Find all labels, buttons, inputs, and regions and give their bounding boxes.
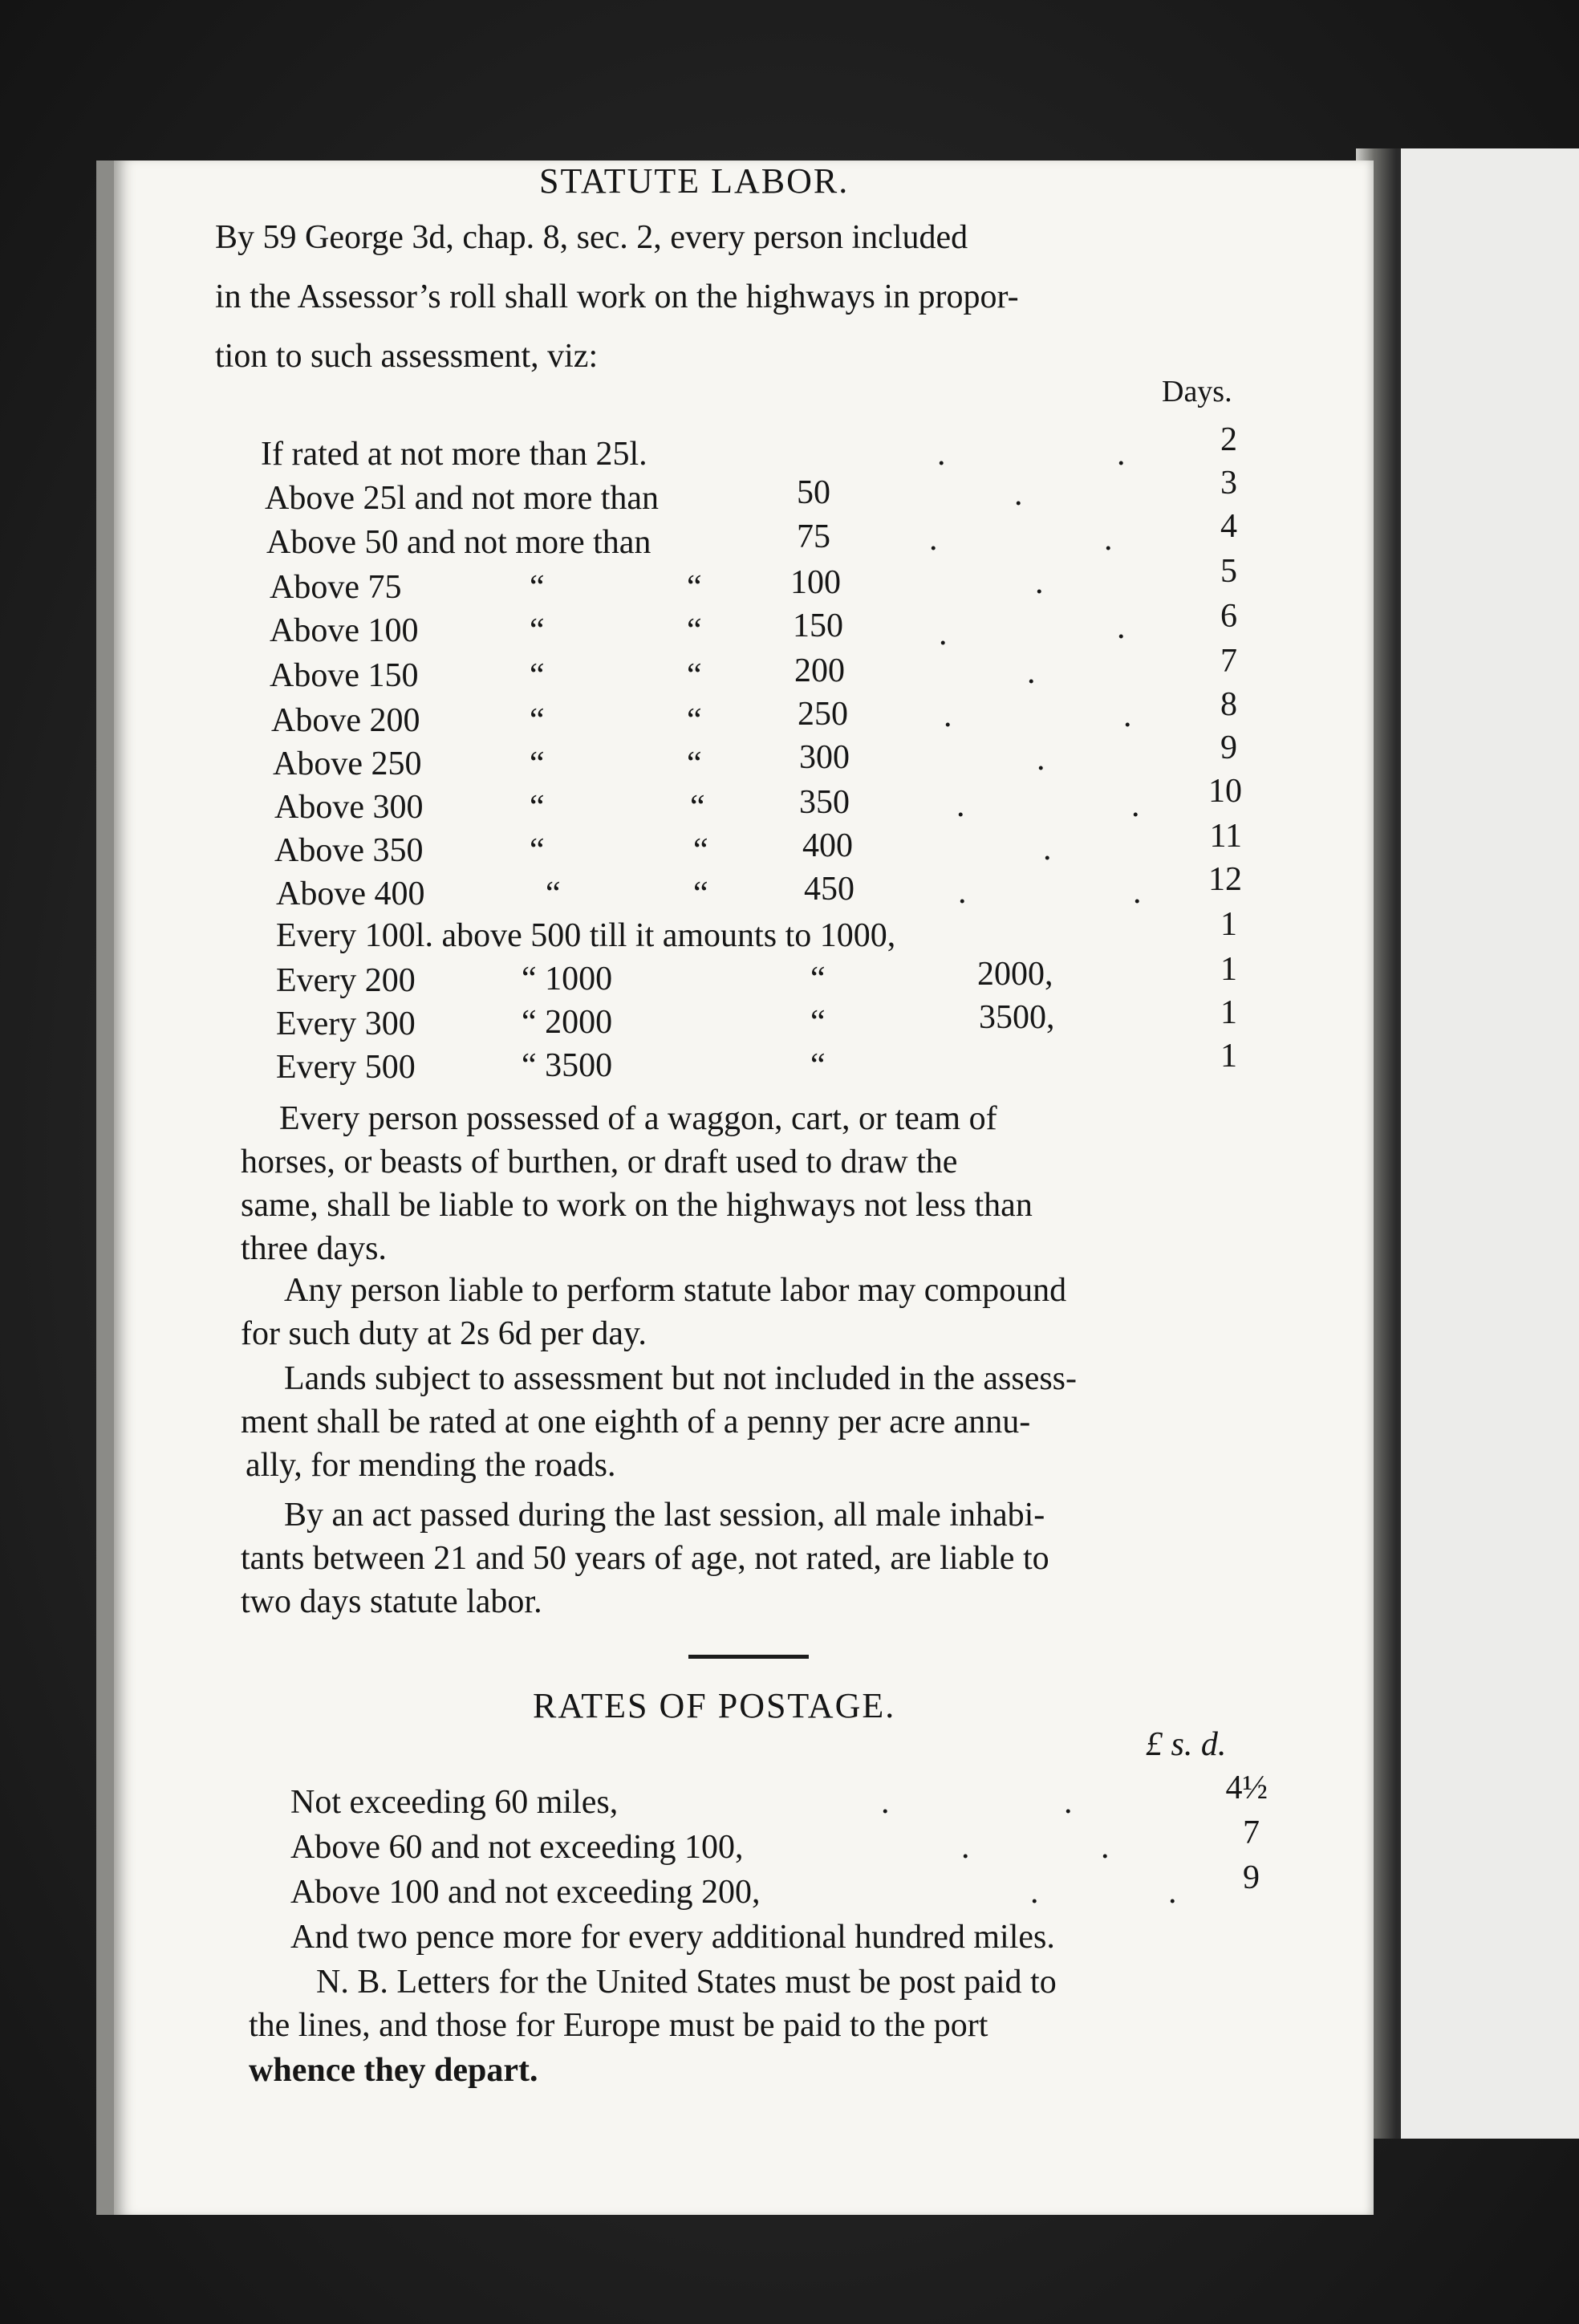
ditto-mark: “	[530, 702, 545, 739]
row-days: 8	[1220, 686, 1237, 723]
row-amount: 250	[798, 696, 848, 733]
row-amount: 350	[799, 784, 850, 821]
ditto-mark: “	[693, 876, 708, 912]
para2-line-2: for such duty at 2s 6d per day.	[241, 1315, 647, 1352]
postage-row-label: Above 100 and not exceeding 200,	[290, 1874, 761, 1911]
ditto-mark: “	[687, 612, 702, 649]
ditto-mark: “	[546, 876, 561, 912]
leader-dot: .	[944, 697, 952, 734]
row-label: If rated at not more than 25l.	[261, 436, 647, 473]
row-label: Above 300	[274, 789, 424, 826]
leader-dot: .	[1043, 831, 1052, 867]
row-days: 4	[1220, 508, 1237, 545]
days-header: Days.	[1162, 375, 1232, 408]
row-days: 1	[1220, 1038, 1237, 1075]
leader-dot: .	[1037, 741, 1045, 778]
row-amount: 75	[797, 518, 830, 555]
para3-line-3: ally, for mending the roads.	[246, 1447, 616, 1484]
row-label: Above 25l and not more than	[265, 480, 660, 517]
postage-extra: And two pence more for every additional hundred miles.	[290, 1919, 1055, 1956]
ditto-mark: “	[810, 1004, 826, 1041]
intro-line-1: By 59 George 3d, chap. 8, sec. 2, every person included	[215, 219, 968, 256]
leader-dot: .	[1117, 609, 1126, 646]
leader-dot: .	[1014, 476, 1023, 513]
row-days: 1	[1220, 951, 1237, 988]
para1-line-4: three days.	[241, 1230, 387, 1267]
row-amount: 450	[804, 871, 854, 908]
nb-line-3: whence they depart.	[249, 2052, 538, 2089]
ditto-mark: “	[530, 569, 545, 606]
ditto-mark: “	[810, 1047, 826, 1084]
row-days: 11	[1209, 818, 1242, 855]
leader-dot: .	[929, 521, 938, 558]
row-days: 1	[1220, 906, 1237, 943]
row-label: Above 100	[270, 612, 419, 649]
para1-line-1: Every person possessed of a waggon, cart, or team of	[279, 1100, 997, 1137]
ditto-mark: “	[687, 657, 702, 694]
postage-row-label: Not exceeding 60 miles,	[290, 1784, 619, 1821]
leader-dot: .	[1131, 787, 1140, 824]
leader-dot: .	[1168, 1874, 1177, 1911]
row-days: 1	[1220, 994, 1237, 1031]
ditto-mark: “ 1000	[522, 961, 613, 997]
para4-line-2: tants between 21 and 50 years of age, not rated, are liable to	[241, 1540, 1049, 1577]
para3-line-2: ment shall be rated at one eighth of a penny per acre annu-	[241, 1404, 1031, 1440]
row-days: 3	[1220, 465, 1237, 502]
row-label: Every 200	[276, 962, 416, 999]
para1-line-3: same, shall be liable to work on the highways not less than	[241, 1187, 1033, 1224]
row-label: Above 250	[273, 746, 422, 782]
postage-row-value: 7	[1243, 1814, 1260, 1851]
row-amount: 400	[802, 827, 853, 864]
ditto-mark: “	[530, 746, 545, 782]
postage-row-value: 9	[1243, 1859, 1260, 1896]
row-days: 7	[1220, 643, 1237, 680]
ditto-mark: “	[810, 961, 826, 997]
row-label: Above 50 and not more than	[266, 524, 651, 561]
para3-line-1: Lands subject to assessment but not included in the assess-	[284, 1360, 1078, 1397]
leader-dot: .	[1035, 564, 1044, 601]
row-days: 9	[1220, 729, 1237, 766]
ditto-mark: “ 2000	[522, 1004, 613, 1041]
ditto-mark: “	[693, 832, 708, 869]
leader-dot: .	[881, 1784, 890, 1821]
row-amount: 200	[794, 652, 845, 689]
ditto-mark: “	[687, 569, 702, 606]
row-days: 6	[1220, 598, 1237, 635]
leader-dot: .	[961, 1829, 970, 1866]
row-label: Above 350	[274, 832, 424, 869]
facing-page-edge	[1396, 148, 1579, 2139]
row-label: Every 300	[276, 1006, 416, 1042]
nb-line-2: the lines, and those for Europe must be paid to the port	[249, 2007, 988, 2044]
leader-dot: .	[937, 436, 946, 473]
leader-dot: .	[1101, 1829, 1110, 1866]
postage-title: RATES OF POSTAGE.	[533, 1686, 896, 1725]
row-days: 12	[1208, 861, 1242, 898]
ditto-mark: “	[530, 612, 545, 649]
row-amount: 150	[793, 607, 843, 644]
postage-row-label: Above 60 and not exceeding 100,	[290, 1829, 744, 1866]
row-label: Above 400	[276, 876, 425, 912]
ditto-mark: “	[530, 832, 545, 869]
row-amount: 300	[799, 739, 850, 776]
ditto-mark: “	[687, 746, 702, 782]
leader-dot: .	[1104, 521, 1113, 558]
postage-row-value: 4½	[1225, 1769, 1268, 1806]
row-label: Every 500	[276, 1049, 416, 1086]
row-amount: 50	[797, 474, 830, 511]
para2-line-1: Any person liable to perform statute labor may compound	[284, 1272, 1067, 1309]
row-amount: 100	[790, 564, 841, 601]
ditto-mark: “	[530, 657, 545, 694]
row-amount: 2000,	[977, 956, 1053, 993]
row-label: Above 200	[271, 702, 420, 739]
ditto-mark: “ 3500	[522, 1047, 613, 1084]
leader-dot: .	[1123, 697, 1132, 734]
ditto-mark: “	[687, 702, 702, 739]
statute-title: STATUTE LABOR.	[539, 161, 850, 201]
intro-line-3: tion to such assessment, viz:	[215, 338, 599, 375]
leader-dot: .	[958, 874, 967, 911]
row-days: 2	[1220, 421, 1237, 458]
section-divider	[688, 1655, 809, 1659]
leader-dot: .	[1133, 874, 1142, 911]
row-label: Every 100l. above 500 till it amounts to 1000,	[276, 917, 896, 954]
leader-dot: .	[1117, 436, 1126, 473]
leader-dot: .	[956, 787, 965, 824]
row-amount: 3500,	[979, 999, 1055, 1036]
leader-dot: .	[1027, 654, 1036, 691]
leader-dot: .	[1030, 1874, 1039, 1911]
postage-currency-header: £ s. d.	[1146, 1726, 1227, 1763]
leader-dot: .	[939, 616, 948, 652]
row-days: 5	[1220, 553, 1237, 590]
ditto-mark: “	[690, 789, 705, 826]
para4-line-3: two days statute labor.	[241, 1583, 542, 1620]
leader-dot: .	[1064, 1784, 1073, 1821]
para4-line-1: By an act passed during the last session, all male inhabi-	[284, 1497, 1045, 1534]
intro-line-2: in the Assessor’s roll shall work on the highways in propor-	[215, 278, 1019, 315]
para1-line-2: horses, or beasts of burthen, or draft used to draw the	[241, 1144, 958, 1180]
nb-line-1: N. B. Letters for the United States must be post paid to	[316, 1964, 1057, 2001]
row-label: Above 75	[270, 569, 402, 606]
row-label: Above 150	[270, 657, 419, 694]
ditto-mark: “	[530, 789, 545, 826]
row-days: 10	[1208, 773, 1242, 810]
